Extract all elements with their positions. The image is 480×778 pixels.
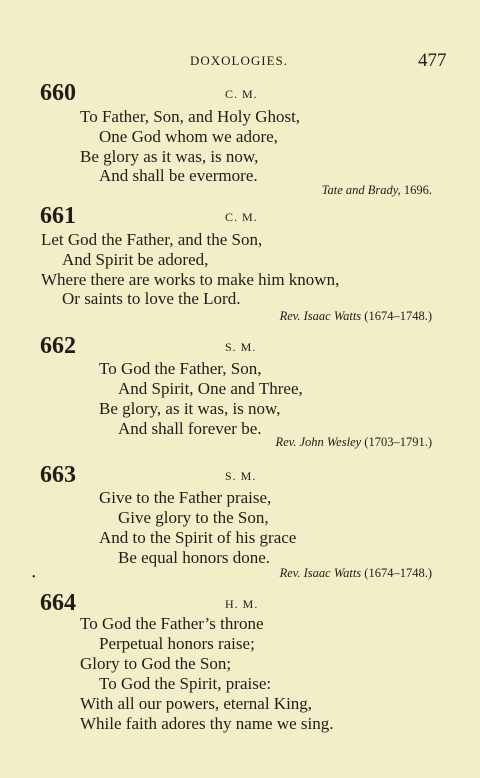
- hymn-number: 661: [40, 203, 76, 229]
- verse-line: With all our powers, eternal King,: [80, 694, 313, 713]
- hymn-number: 660: [40, 80, 76, 106]
- verse-line: Be equal honors done.: [118, 548, 271, 567]
- hymn-meter: S. M.: [225, 469, 257, 483]
- verse-line: To God the Father, Son,: [99, 359, 262, 378]
- verse-line: And shall be evermore.: [99, 166, 258, 185]
- attribution: [322, 183, 432, 198]
- verse-line: Perpetual honors raise;: [99, 634, 255, 653]
- verse-line: To God the Spirit, praise:: [99, 674, 272, 693]
- attribution: [280, 309, 432, 324]
- verse-line: And shall forever be.: [118, 419, 262, 438]
- verse-line: Glory to God the Son;: [80, 654, 232, 673]
- ink-mark: •: [32, 572, 36, 583]
- author-dates: (1703–1791.): [364, 435, 432, 449]
- verse-line: And to the Spirit of his grace: [99, 528, 297, 547]
- author-name: Rev. Isaac Watts: [279, 566, 362, 580]
- hymn-number: 664: [40, 590, 76, 616]
- hymn-number: 663: [40, 462, 76, 488]
- author-dates: (1674–1748.): [364, 309, 432, 323]
- author-name: Rev. Isaac Watts: [279, 309, 362, 323]
- attribution: [275, 435, 432, 450]
- verse-line: Where there are works to make him known,: [41, 270, 340, 289]
- verse-line: And Spirit be adored,: [62, 250, 209, 269]
- attribution: [280, 566, 432, 581]
- author-dates: 1696.: [403, 183, 432, 197]
- verse-line: And Spirit, One and Three,: [118, 379, 303, 398]
- author-name: Tate and Brady,: [321, 183, 401, 197]
- hymn-meter: C. M.: [225, 210, 258, 224]
- verse-line: Be glory as it was, is now,: [80, 147, 259, 166]
- verse-line: To Father, Son, and Holy Ghost,: [80, 107, 301, 126]
- author-name: Rev. John Wesley: [275, 435, 362, 449]
- hymn-number: 662: [40, 333, 76, 359]
- verse-line: One God whom we adore,: [99, 127, 278, 146]
- verse-line: To God the Father’s throne: [80, 614, 264, 633]
- verse-line: Be glory, as it was, is now,: [99, 399, 281, 418]
- verse-line: Or saints to love the Lord.: [62, 289, 241, 308]
- verse-line: While faith adores thy name we sing.: [80, 714, 334, 733]
- verse-line: Let God the Father, and the Son,: [41, 230, 263, 249]
- verse-line: Give glory to the Son,: [118, 508, 269, 527]
- hymn-meter: S. M.: [225, 340, 257, 354]
- hymn-meter: C. M.: [225, 87, 258, 101]
- hymn-meter: H. M.: [225, 597, 259, 611]
- page-header: [0, 50, 480, 74]
- running-title: DOXOLOGIES.: [190, 53, 289, 68]
- verse-line: Give to the Father praise,: [99, 488, 272, 507]
- page-number: 477: [418, 50, 447, 71]
- author-dates: (1674–1748.): [364, 566, 432, 580]
